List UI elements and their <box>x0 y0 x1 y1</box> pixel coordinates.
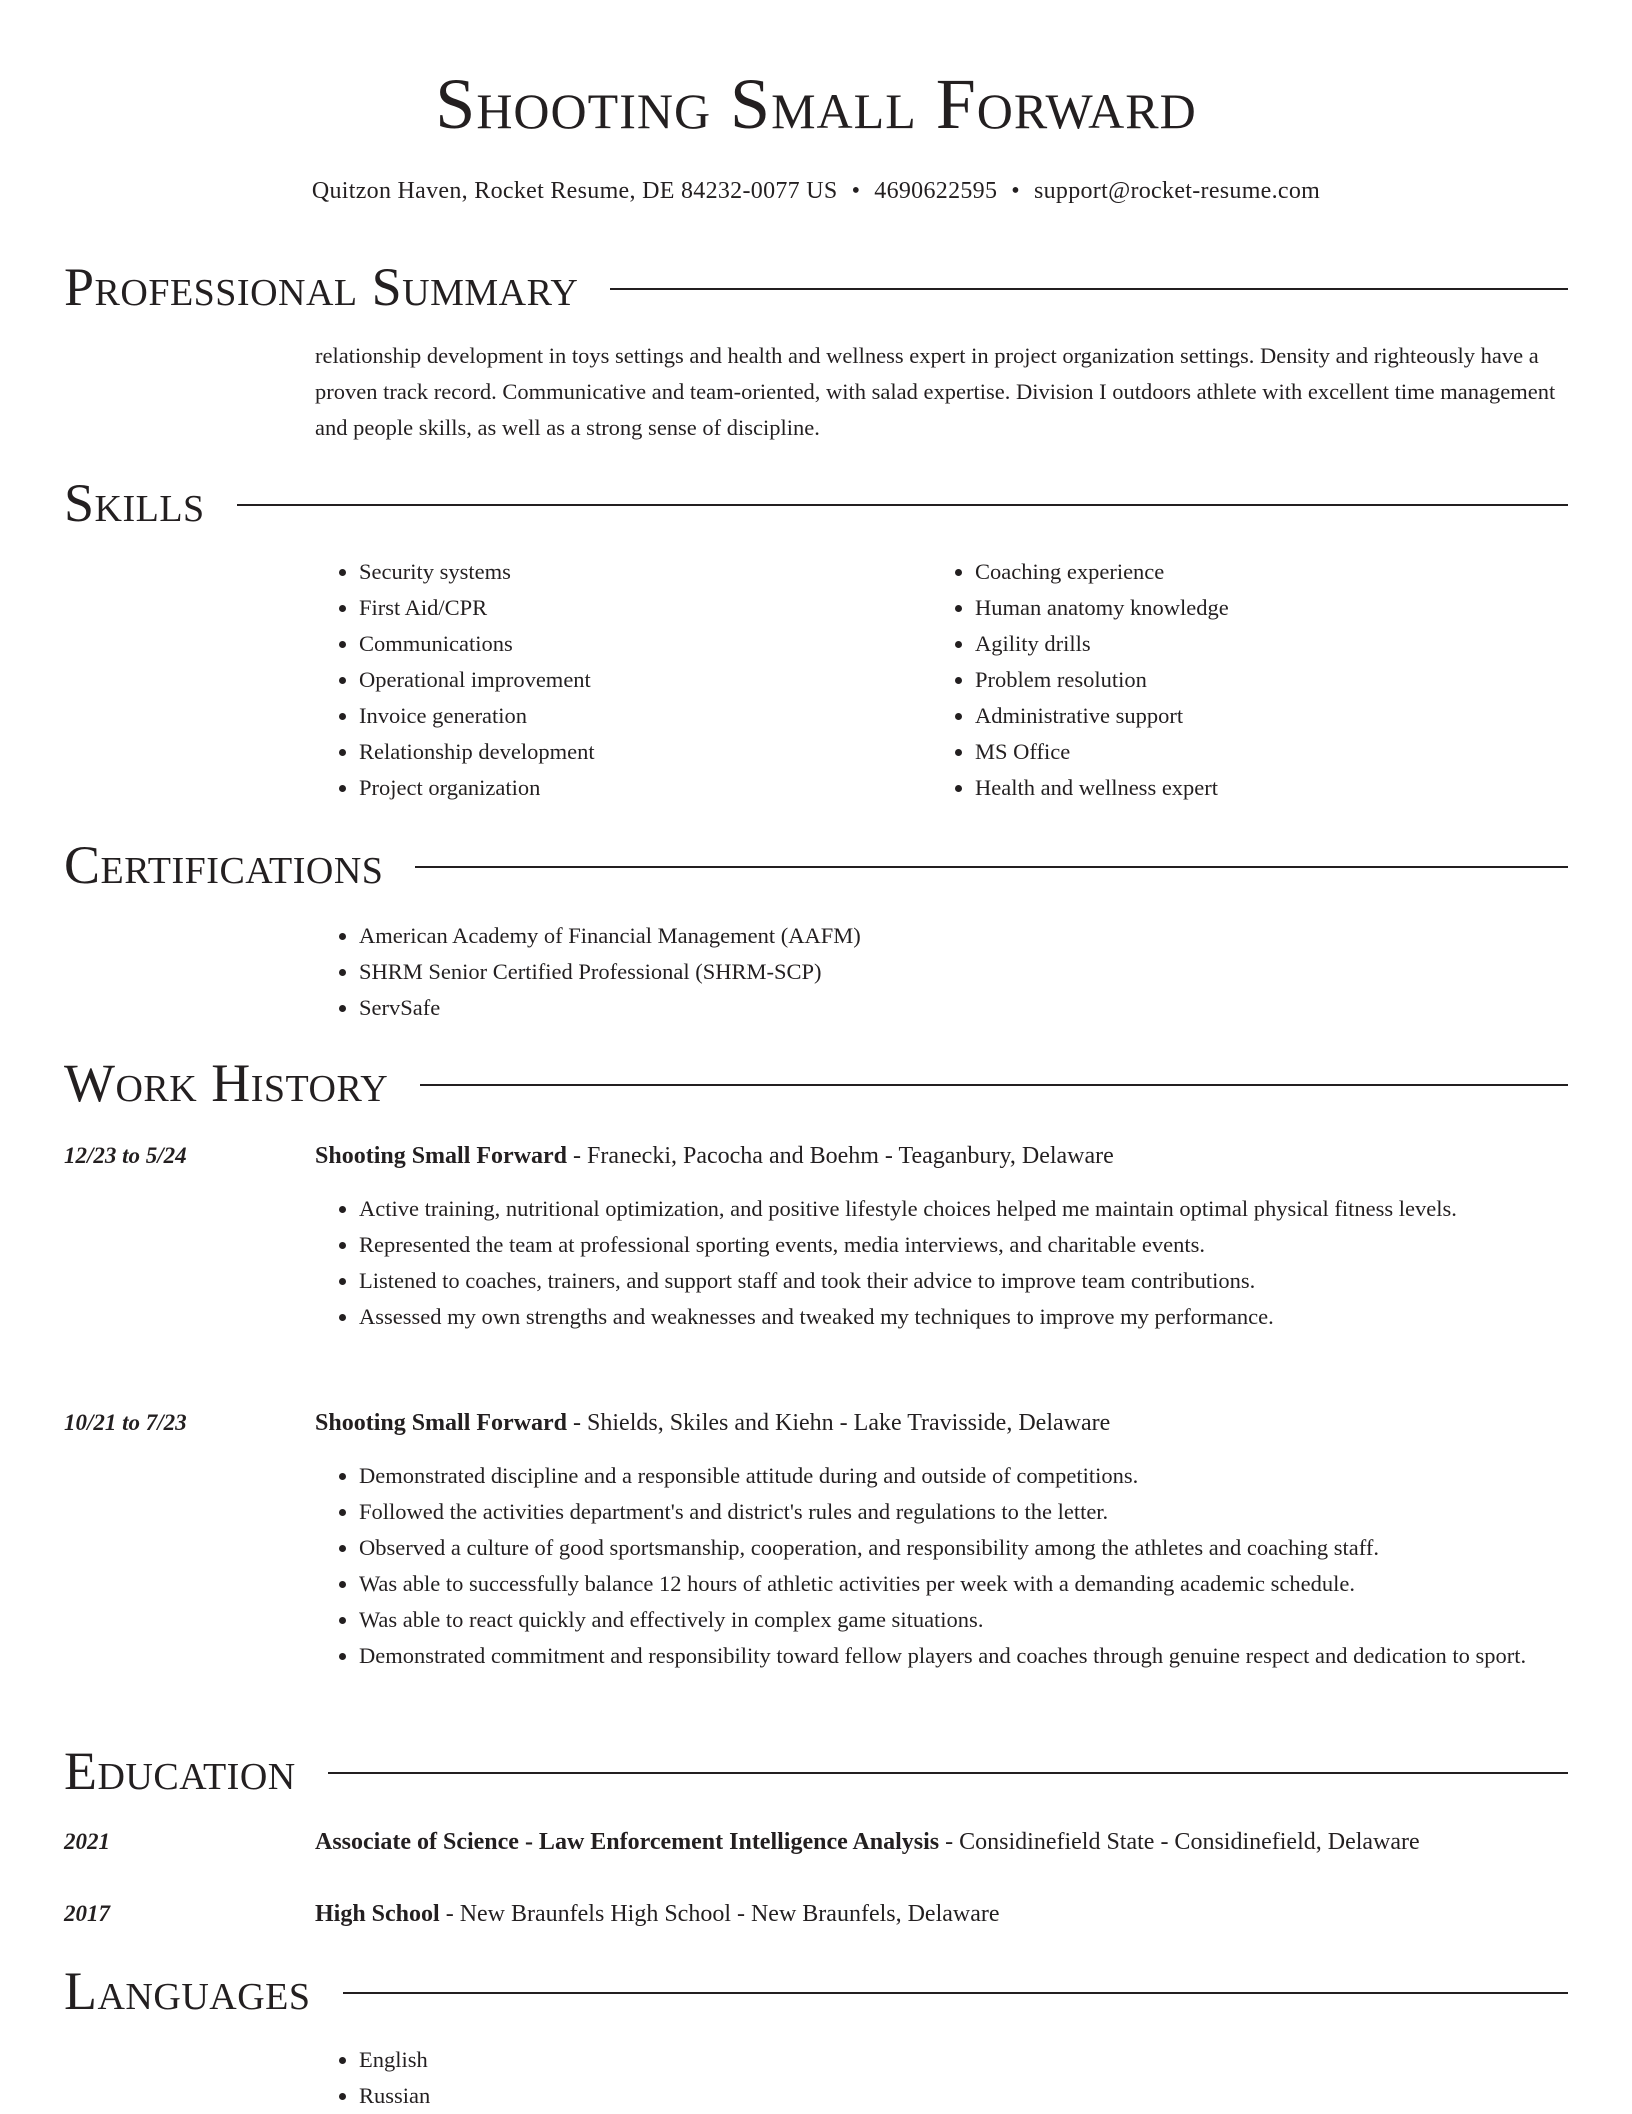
skills-list-right <box>931 554 1595 806</box>
job-bullets <box>315 1191 1568 1335</box>
separator-dot: • <box>851 178 861 204</box>
list-item: • Represented the team at professional sporting events, media interviews, and charitable events. <box>359 1227 1568 1263</box>
section-divider <box>610 288 1568 290</box>
section-divider <box>343 1992 1569 1994</box>
list-item: • Listened to coaches, trainers, and support staff and took their advice to improve team contributions. <box>359 1263 1568 1299</box>
section-title: Certifications <box>64 835 384 895</box>
education-year: 2021 <box>64 1829 110 1854</box>
phone: 4690622595 <box>874 178 998 204</box>
list-item: • American Academy of Financial Management (AAFM) <box>359 918 1612 954</box>
section-header-certifications <box>64 834 1568 896</box>
section-title: Languages <box>64 1961 311 2021</box>
section-header-education <box>64 1740 1568 1802</box>
job-title-line <box>315 1138 1568 1174</box>
list-item: • Invoice generation <box>359 698 919 734</box>
list-item: • SHRM Senior Certified Professional (SHRM-SCP) <box>359 954 1612 990</box>
list-item: • Relationship development <box>359 734 919 770</box>
list-item: • Coaching experience <box>975 554 1595 590</box>
summary-text: relationship development in toys settings and health and wellness expert in project organization settings. Density and righteously have a proven track record. Communicative and team-oriented, with salad expertise. Division I outdoors athlete with excellent time management and people skills, as well as a strong sense of discipline. <box>315 343 1556 440</box>
list-item: • Active training, nutritional optimization, and positive lifestyle choices helped me maintain optimal physical fitness levels. <box>359 1191 1568 1227</box>
certifications-list <box>315 918 1612 1026</box>
job-company: - Franecki, Pacocha and Boehm - Teaganbury, Delaware <box>567 1143 1114 1169</box>
list-item: • Health and wellness expert <box>975 770 1595 806</box>
list-item: • Communications <box>359 626 919 662</box>
address: Quitzon Haven, Rocket Resume, DE 84232-0077 US <box>311 178 838 204</box>
education-school: - Considinefield State - Considinefield, Delaware <box>939 1829 1420 1855</box>
education-year: 2017 <box>64 1901 110 1926</box>
section-title: Skills <box>64 473 205 533</box>
job-company: - Shields, Skiles and Kiehn - Lake Travisside, Delaware <box>567 1410 1111 1436</box>
list-item: • Operational improvement <box>359 662 919 698</box>
candidate-name: Shooting Small Forward <box>435 64 1197 144</box>
list-item: • Followed the activities department's and district's rules and regulations to the letter. <box>359 1494 1568 1530</box>
section-title: Professional Summary <box>64 257 579 317</box>
list-item: • Was able to react quickly and effectively in complex game situations. <box>359 1602 1568 1638</box>
job-role: Shooting Small Forward <box>315 1410 568 1436</box>
list-item: • Project organization <box>359 770 919 806</box>
section-title: Work History <box>64 1053 389 1113</box>
list-item: • Observed a culture of good sportsmanship, cooperation, and responsibility among the athletes and coaching staff. <box>359 1530 1568 1566</box>
list-item: • First Aid/CPR <box>359 590 919 626</box>
list-item: • Human anatomy knowledge <box>975 590 1595 626</box>
contact-line <box>64 174 1568 208</box>
list-item: • Was able to successfully balance 12 hours of athletic activities per week with a demanding academic schedule. <box>359 1566 1568 1602</box>
section-title: Education <box>64 1741 296 1801</box>
skills-list-left <box>315 554 919 806</box>
education-degree: High School <box>315 1901 440 1927</box>
section-header-languages <box>64 1960 1568 2022</box>
job-title-line <box>315 1405 1568 1441</box>
list-item: • Security systems <box>359 554 919 590</box>
list-item: • Agility drills <box>975 626 1595 662</box>
list-item: • MS Office <box>975 734 1595 770</box>
education-school: - New Braunfels High School - New Braunfels, Delaware <box>439 1901 1000 1927</box>
education-degree: Associate of Science - Law Enforcement Intelligence Analysis <box>315 1829 940 1855</box>
list-item: • Administrative support <box>975 698 1595 734</box>
job-bullets <box>315 1458 1568 1674</box>
list-item: • English <box>359 2042 1612 2078</box>
section-divider <box>420 1084 1568 1086</box>
section-header-skills <box>64 472 1568 534</box>
list-item: • Demonstrated discipline and a responsible attitude during and outside of competitions. <box>359 1458 1568 1494</box>
section-divider <box>237 504 1568 506</box>
job-dates: 12/23 to 5/24 <box>64 1143 187 1168</box>
separator-dot: • <box>1011 178 1020 204</box>
education-line <box>315 1896 1568 1932</box>
section-header-summary <box>64 256 1568 318</box>
email: support@rocket-resume.com <box>1033 178 1321 204</box>
list-item: • ServSafe <box>359 990 1612 1026</box>
languages-list <box>315 2042 1612 2114</box>
section-header-work-history <box>64 1052 1568 1114</box>
job-role: Shooting Small Forward <box>315 1143 568 1169</box>
list-item: • Assessed my own strengths and weaknesses and tweaked my techniques to improve my performance. <box>359 1299 1568 1335</box>
list-item: • Russian <box>359 2078 1612 2114</box>
education-line <box>315 1824 1568 1860</box>
section-divider <box>415 866 1568 868</box>
job-dates: 10/21 to 7/23 <box>64 1410 187 1435</box>
list-item: • Problem resolution <box>975 662 1595 698</box>
list-item: • Demonstrated commitment and responsibility toward fellow players and coaches through genuine respect and dedication to sport. <box>359 1638 1568 1674</box>
section-divider <box>328 1772 1568 1774</box>
